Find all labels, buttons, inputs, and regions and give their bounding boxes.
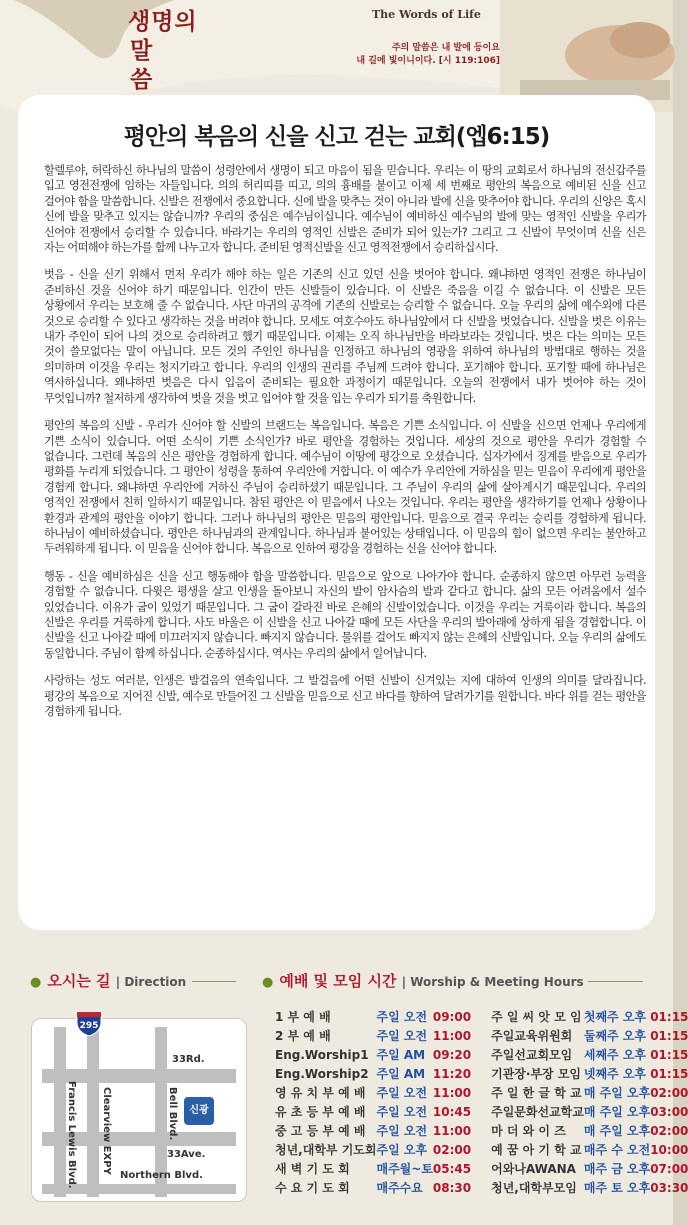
sermon-paragraph: 평안의 복음의 신발 - 우리가 신어야 할 신발의 브랜드는 복음입니다. 복음은 기쁜 소식입니다. 이 신발을 신으면 언제나 우리에게 기쁜 소식이 있습니다. 어떤 소식이 기쁜 소식인가? 바로 평안을 경험하는 것입니다. 세상의 것으로 평안을 우리가 경험할 수 없습니다. 그런데 복음의 신은 평안을 경험하게 합니다. 예수님이 이땅에 평강으로 오셨습니다. 십자가에서 징계를 받음으로 우리가 평화를 누리게 되었습니다. 그 평안이 성령을 통하여 우리안에 거합니다. 이 예수가 우리안에 거하심을 믿는 믿음이 우리에게 평안을 경험케 합니다. 왜냐하면 우리안에 거하신 주님이 승리하셨기 때문입니다. 그 주님이 우리의 삶에 살아계시기 때문입니다. 우리의 영적인 전쟁에서 친히 일하시기 때문입니다. 참된 평안은 이 믿음에서 나오는 것입니다. 우리는 평안을 생각하기를 언제나 상황이나 환경과 관계의 평안을 이야기 합니다. 그러나 하나님의 평안은 믿음의 평안입니다. 믿음으로 결국 우리는 승리를 경험하게 됩니다. 하나님이 예비하셨습니다. 평안은 하나님과의 관계입니다. 하나님과 붙어있는 상태입니다. 이 믿음의 힘이 없으면 우리는 불안하고 두려워하게 됩니다. 이 믿음을 신어야 합니다. 복음으로 인하여 평강을 경험하는 신을 신어야 합니다. xyxy=(44,419,646,556)
directions-map[interactable] xyxy=(31,1018,247,1202)
road-francis-lewis xyxy=(54,1027,66,1197)
service-day: 주일 오전 xyxy=(376,1124,428,1138)
verse-line-1: 주의 말씀은 내 발에 등이요 xyxy=(391,43,500,53)
meeting-day: 매 주일 오후 xyxy=(583,1124,651,1138)
brand-line-2: 말 씀 xyxy=(130,38,167,93)
worship-schedule-table xyxy=(275,1007,688,1197)
service-day: 주일 오전 xyxy=(376,1010,428,1024)
meeting-day: 매 주일 오후 xyxy=(583,1086,651,1100)
service-name: 유 초 등 부 예 배 xyxy=(275,1105,366,1119)
worship-heading-en: | Worship & Meeting Hours xyxy=(401,975,584,989)
service-name: 청년,대학부 기도회 xyxy=(275,1143,377,1157)
highway-shield-icon xyxy=(75,1010,103,1036)
bullet-icon: ● xyxy=(262,975,274,990)
schedule-row xyxy=(275,1083,688,1102)
words-of-life-label: The Words of Life xyxy=(372,8,481,21)
service-time: 09:00 xyxy=(432,1009,472,1024)
service-day: 주일 AM xyxy=(376,1067,426,1081)
service-time: 08:30 xyxy=(432,1180,472,1195)
meeting-time: 03:30 xyxy=(650,1180,688,1195)
meeting-time: 07:00 xyxy=(650,1161,688,1176)
meeting-time: 03:00 xyxy=(650,1104,688,1119)
church-location-marker[interactable]: 신광 xyxy=(184,1097,214,1125)
schedule-row xyxy=(275,1140,688,1159)
schedule-row xyxy=(275,1007,688,1026)
service-name: 중 고 등 부 예 배 xyxy=(275,1124,366,1138)
meeting-name: 예 꿈 아 기 학 교 xyxy=(491,1143,582,1157)
service-day: 주일 오전 xyxy=(376,1105,428,1119)
sermon-body xyxy=(44,163,646,731)
road-clearview xyxy=(87,1027,99,1197)
sermon-paragraph: 할렐루야, 허락하신 하나님의 말씀이 성령안에서 생명이 되고 마음이 됨을 믿습니다. 우리는 이 땅의 교회로서 하나님의 전신갑주를 입고 영전전쟁에 임하는 자들입니다. 의의 허리띠를 띠고, 의의 흉배를 붙이고 이제 세 번째로 평안의 복음으로 예비된 신을 신고 걸어야 함을 말씀합니다. 신발은 전쟁에서 중요합니다. 신에 발을 맞추는 것이 아니라 발에 신을 맞추어야 합니다. 우리의 신앙은 혹시 신에 발을 맞추고 있지는 않습니까? 우리의 중심은 예수님이십니다. 예수님이 예비하신 예수님의 발에 맞는 영적인 신발을 우리가 신어야 전쟁에서 승리할 수 있습니다. 바라기는 우리의 영적인 신발은 준비가 되어 있는가? 그리고 그 신발이 무엇이며 신을 신은 자는 어떠해야 하는가를 함께 나누고자 합니다. 준비된 영적신발을 신고 영적전쟁에서 승리하십시다. xyxy=(44,164,646,255)
service-name: 수 요 기 도 회 xyxy=(275,1181,350,1195)
meeting-time: 01:15 xyxy=(650,1028,688,1043)
road-label-francis-lewis: Francis Lewis Blvd. xyxy=(66,1081,77,1189)
service-day: 주일 오후 xyxy=(376,1143,428,1157)
service-day: 매주수요 xyxy=(376,1181,423,1195)
service-day: 매주월~토 xyxy=(376,1162,433,1176)
schedule-row xyxy=(275,1102,688,1121)
scripture-verse xyxy=(300,42,500,68)
meeting-name: 주일선교회모임 xyxy=(491,1048,573,1062)
meeting-name: 주 일 한 글 학 교 xyxy=(491,1086,582,1100)
service-time: 05:45 xyxy=(432,1161,472,1176)
meeting-name: 기관장·부장 모임 xyxy=(491,1067,582,1081)
road-label-northern: Northern Blvd. xyxy=(120,1170,203,1181)
service-time: 11:20 xyxy=(432,1066,472,1081)
meeting-day: 매주 토 오후 xyxy=(583,1181,651,1195)
service-time: 11:00 xyxy=(432,1085,472,1100)
sermon-paragraph: 행동 - 신을 예비하심은 신을 신고 행동해야 함을 말씀합니다. 믿음으로 앞으로 나아가야 합니다. 순종하지 않으면 아무런 능력을 경험할 수 없습니다. 다윗은 평생을 살고 인생을 돌아보니 자신의 발이 암사슴의 발과 같다고 합니다. 삶의 모든 어려움에서 설수 있었습니다. 이유가 굽이 있었기 때문입니다. 그 굽이 갈라진 바로 은혜의 신발이었습니다. 이것을 우리는 거룩이라 합니다. 복음의 신발은 우리를 거룩하게 합니다. 사도 바울은 이 신발을 신고 나아갈 때에 모든 사단을 우리의 발아래에 상하게 됨을 경험합니다. 이 신발을 신고 나아갈 때에 미끄러지지 않습니다. 빠지지 않습니다. 물위를 걸어도 빠지지 않는 은혜의 신발입니다. 오늘 우리의 삶에도 동일합니다. 주님이 함께 하십니다. 순종하십시다. 역사는 우리의 삶에서 일어납니다. xyxy=(44,569,646,660)
service-time: 09:20 xyxy=(432,1047,472,1062)
meeting-day: 넷째주 오후 xyxy=(583,1067,647,1081)
meeting-day: 첫째주 오후 xyxy=(583,1010,647,1024)
meeting-name: 주일문화선교학교 xyxy=(491,1105,584,1119)
meeting-day: 둘째주 오후 xyxy=(583,1029,647,1043)
meeting-name: 어와나AWANA xyxy=(491,1162,576,1176)
worship-rule xyxy=(588,981,643,982)
direction-heading-en: | Direction xyxy=(115,975,187,989)
meeting-name: 주 일 씨 앗 모 임 xyxy=(491,1010,582,1024)
service-time: 02:00 xyxy=(432,1142,472,1157)
brand-line-1: 생명의 xyxy=(128,9,198,35)
service-day: 주일 AM xyxy=(376,1048,426,1062)
road-label-bell: Bell Blvd. xyxy=(167,1087,178,1141)
service-name: Eng.Worship1 xyxy=(275,1047,369,1062)
meeting-name: 주일교육위원회 xyxy=(491,1029,573,1043)
schedule-row xyxy=(275,1159,688,1178)
direction-heading xyxy=(30,970,186,991)
brand-title xyxy=(128,8,208,95)
road-label-33rd: 33Rd. xyxy=(172,1054,205,1065)
schedule-row xyxy=(275,1178,688,1197)
schedule-row xyxy=(275,1064,688,1083)
worship-heading xyxy=(262,970,584,991)
meeting-day: 매주 수 오전 xyxy=(583,1143,651,1157)
meeting-day: 세째주 오후 xyxy=(583,1048,647,1062)
service-name: 새 벽 기 도 회 xyxy=(275,1162,350,1176)
sermon-title: 평안의 복음의 신을 신고 걷는 교회(엡6:15) xyxy=(123,124,550,150)
meeting-time: 02:00 xyxy=(650,1123,688,1138)
schedule-row xyxy=(275,1026,688,1045)
service-time: 10:45 xyxy=(432,1104,472,1119)
service-name: 영 유 치 부 예 배 xyxy=(275,1086,366,1100)
meeting-name: 마 더 와 이 즈 xyxy=(491,1124,566,1138)
service-time: 11:00 xyxy=(432,1123,472,1138)
meeting-time: 01:15 xyxy=(650,1066,688,1081)
service-name: 1 부 예 배 xyxy=(275,1010,331,1024)
road-label-clearview: Clearview EXPY xyxy=(101,1087,112,1175)
meeting-day: 매 주일 오후 xyxy=(583,1105,651,1119)
road-label-33ave: 33Ave. xyxy=(167,1149,206,1160)
meeting-time: 10:00 xyxy=(650,1142,688,1157)
schedule-row xyxy=(275,1121,688,1140)
worship-heading-ko: 예배 및 모임 시간 xyxy=(279,972,397,990)
meeting-time: 01:15 xyxy=(650,1047,688,1062)
direction-heading-ko: 오시는 길 xyxy=(47,972,111,990)
sermon-paragraph: 벗음 - 신을 신기 위해서 먼저 우리가 해야 하는 일은 기존의 신고 있던 신을 벗어야 합니다. 왜냐하면 영적인 전쟁은 하나님이 준비하신 것을 신어야 하기 때문입니다. 인간이 만든 신발들이 있습니다. 이 신발은 죽음을 이길 수 없습니다. 이 신발은 모든 상황에서 우리는 보호해 줄 수 없습니다. 사단 마귀의 공격에 기존의 신발로는 승리할 수 없습니다. 오늘 우리의 삶에 예수외에 다른 것으로 승리할 수 있다고 생각하는 것을 버려야 합니다. 모세도 여호수아도 하나님앞에서 다 신발을 벗었습니다. 신발을 벗은 이유는 내가 주인이 되어 나의 것으로 승리하려고 했기 때문입니다. 이제는 오직 하나님만을 바라보라는 것입니다. 벗은 다는 의미는 모든 것이 쓸모없다는 말이 아닙니다. 모든 것의 주인인 하나님을 인정하고 하나님의 영광을 위하여 하나님의 방법대로 행하는 것을 의미하며 이것을 우리는 청지기라고 합니다. 우리의 인생의 권리를 주님께 드려야 합니다. 포기해야 합니다. 포기할 때에 하나님은 역사하십니다. 왜냐하면 벗음은 다시 입음이 준비되는 필요한 과정이기 때문입니다. 오늘의 전쟁에서 내가 벗어야 하는 것이 무엇입니까? 철저하게 생각하여 벗을 것을 벗고 입어야 할 것을 입는 우리가 되기를 축원합니다. xyxy=(44,268,646,405)
sermon-paragraph: 사랑하는 성도 여러분, 인생은 발걸음의 연속입니다. 그 발걸음에 어떤 신발이 신겨있는 지에 대하여 인생의 의미를 달라집니다. 평강의 복음으로 지어진 신발, 예수로 만들어진 그 신발을 믿음으로 신고 바다를 향하여 달려가기를 원합니다. 바다 위를 걷는 평안을 경험하게 됩니다. xyxy=(44,674,646,718)
meeting-day: 매주 금 오후 xyxy=(583,1162,651,1176)
service-name: 2 부 예 배 xyxy=(275,1029,331,1043)
service-name: Eng.Worship2 xyxy=(275,1066,369,1081)
bullet-icon: ● xyxy=(30,975,42,990)
service-day: 주일 오전 xyxy=(376,1086,428,1100)
meeting-time: 01:15 xyxy=(650,1009,688,1024)
schedule-row xyxy=(275,1045,688,1064)
highway-number: 295 xyxy=(79,1021,99,1031)
meeting-time: 02:00 xyxy=(650,1085,688,1100)
service-day: 주일 오전 xyxy=(376,1029,428,1043)
direction-rule xyxy=(192,981,236,982)
service-time: 11:00 xyxy=(432,1028,472,1043)
verse-line-2: 내 길에 빛이니이다. [시 119:106] xyxy=(356,56,500,66)
meeting-name: 청년,대학부모임 xyxy=(491,1181,577,1195)
